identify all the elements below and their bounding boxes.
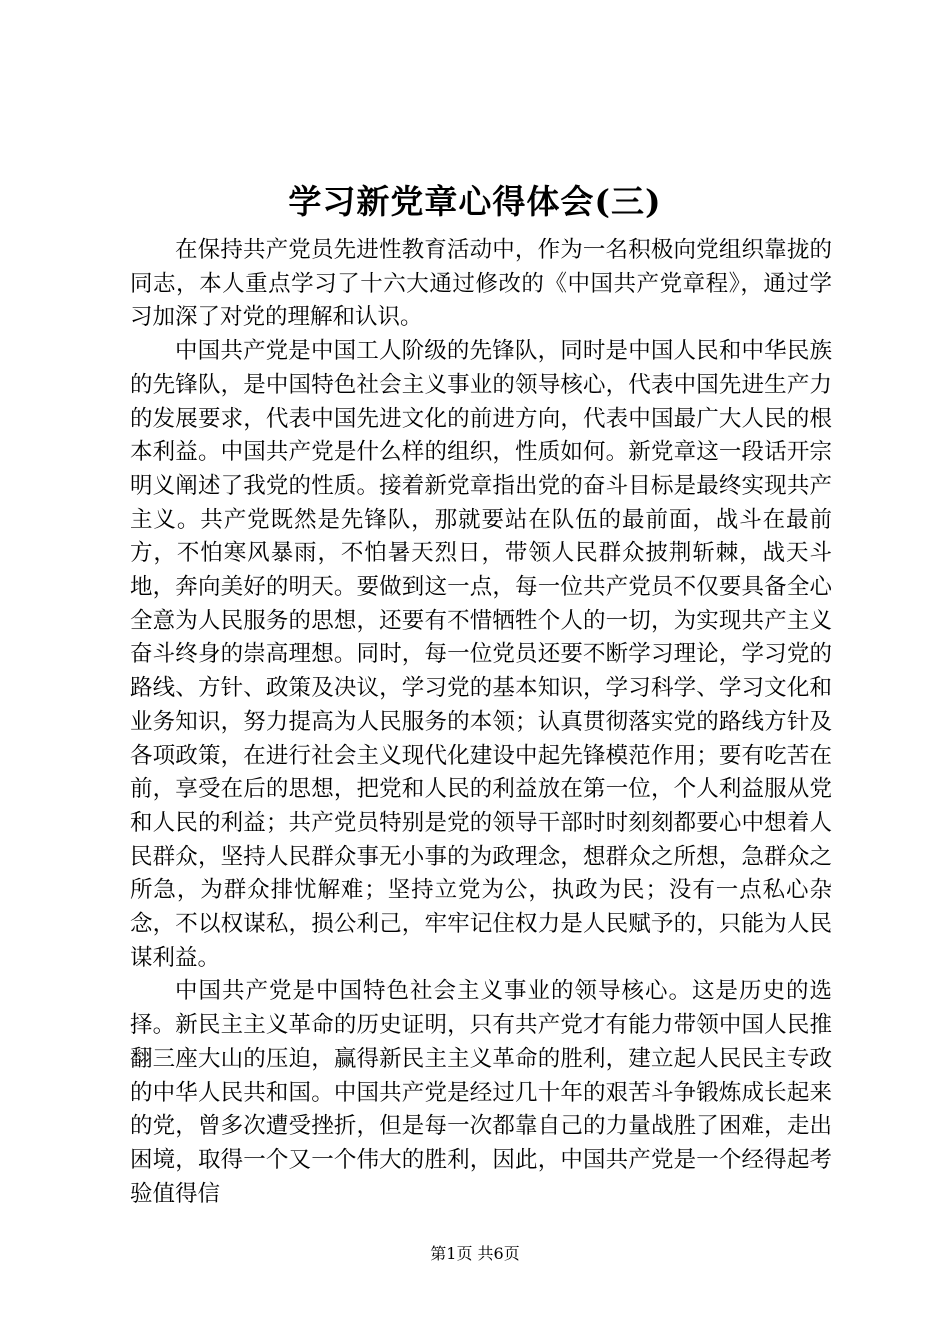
document-body xyxy=(130,234,832,1211)
document-title: 学习新党章心得体会(三) xyxy=(288,182,662,221)
paragraph-2: 中国共产党是中国工人阶级的先锋队，同时是中国人民和中华民族的先锋队，是中国特色社会主义事业的领导核心，代表中国先进生产力的发展要求，代表中国先进文化的前进方向，代表中国最广大人民的根本利益。中国共产党是什么样的组织，性质如何。新党章这一段话开宗明义阐述了我党的性质。接着新党章指出党的奋斗目标是最终实现共产主义。共产党既然是先锋队，那就要站在队伍的最前面，战斗在最前方，不怕寒风暴雨，不怕暑天烈日，带领人民群众披荆斩棘，战天斗地，奔向美好的明天。要做到这一点，每一位共产党员不仅要具备全心全意为人民服务的思想，还要有不惜牺牲个人的一切，为实现共产主义奋斗终身的崇高理想。同时，每一位党员还要不断学习理论，学习党的路线、方针、政策及决议，学习党的基本知识，学习科学、学习文化和业务知识，努力提高为人民服务的本领；认真贯彻落实党的路线方针及各项政策，在进行社会主义现代化建设中起先锋模范作用；要有吃苦在前，享受在后的思想，把党和人民的利益放在第一位，个人利益服从党和人民的利益；共产党员特别是党的领导干部时时刻刻都要心中想着人民群众，坚持人民群众事无小事的为政理念，想群众之所想，急群众之所急，为群众排忧解难；坚持立党为公，执政为民；没有一点私心杂念，不以权谋私，损公利己，牢牢记住权力是人民赋予的，只能为人民谋利益。 xyxy=(130,338,832,971)
paragraph-1: 在保持共产党员先进性教育活动中，作为一名积极向党组织靠拢的同志，本人重点学习了十六大通过修改的《中国共产党章程》，通过学习加深了对党的理解和认识。 xyxy=(130,237,832,331)
page-number-footer: 第1页 共6页 xyxy=(430,1244,520,1263)
paragraph-3: 中国共产党是中国特色社会主义事业的领导核心。这是历史的选择。新民主主义革命的历史证明，只有共产党才有能力带领中国人民推翻三座大山的压迫，赢得新民主主义革命的胜利，建立起人民民主专政的中华人民共和国。中国共产党是经过几十年的艰苦斗争锻炼成长起来的党，曾多次遭受挫折，但是每一次都靠自己的力量战胜了困难，走出困境，取得一个又一个伟大的胜利，因此，中国共产党是一个经得起考验值得信 xyxy=(130,978,832,1207)
